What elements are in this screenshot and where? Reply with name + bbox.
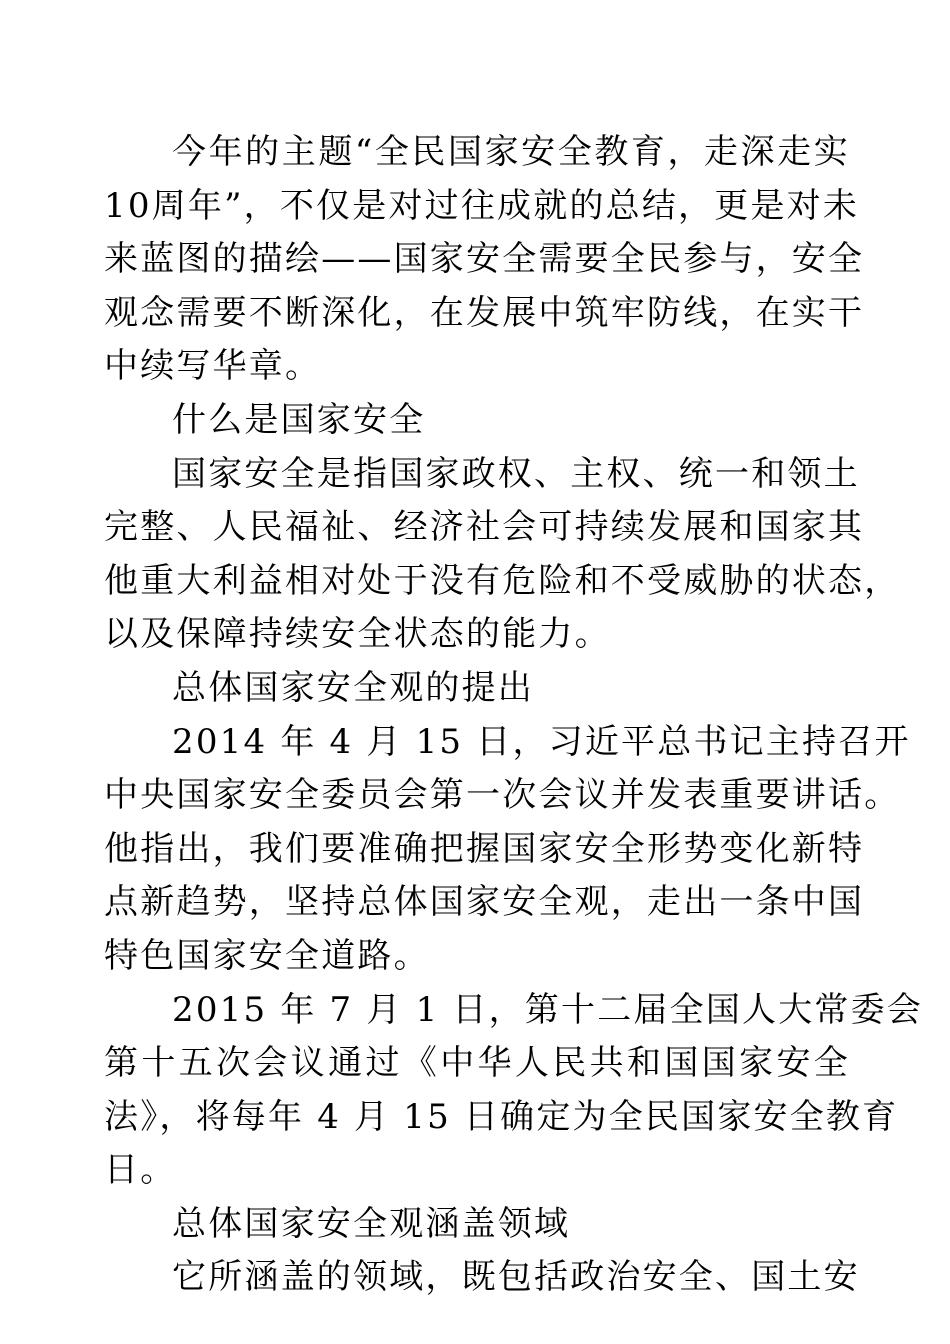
paragraph-line: 法》，将每年 4 月 15 日确定为全民国家安全教育 <box>104 1096 899 1137</box>
paragraph-line: 点新趋势，坚持总体国家安全观，走出一条中国 <box>104 882 865 923</box>
paragraph-line: 国家安全是指国家政权、主权、统一和领土 <box>172 453 860 494</box>
paragraph-line: 完整、人民福祉、经济社会可持续发展和国家其 <box>104 507 865 548</box>
paragraph-line: 2015 年 7 月 1 日，第十二届全国人大常委会 <box>172 989 924 1030</box>
paragraph-line: 今年的主题“全民国家安全教育，走深走实 <box>172 132 850 172</box>
section-heading: 总体国家安全观的提出 <box>172 667 534 708</box>
paragraph-line: 他重大利益相对处于没有危险和不受威胁的状态， <box>104 560 901 601</box>
section-heading: 什么是国家安全 <box>172 399 426 440</box>
document-body <box>104 126 924 1305</box>
paragraph-line: 日。 <box>104 1150 177 1191</box>
paragraph-line: 它所涵盖的领域，既包括政治安全、国土安 <box>172 1257 860 1298</box>
paragraph-line: 观念需要不断深化，在发展中筑牢防线，在实干 <box>104 292 865 333</box>
paragraph-line: 中央国家安全委员会第一次会议并发表重要讲话。 <box>104 775 901 816</box>
paragraph-line: 中续写华章。 <box>104 346 322 387</box>
paragraph-line: 10周年”，不仅是对过往成就的总结，更是对未 <box>104 185 860 226</box>
paragraph-line: 来蓝图的描绘——国家安全需要全民参与，安全 <box>104 239 865 280</box>
paragraph-line: 他指出，我们要准确把握国家安全形势变化新特 <box>104 828 865 869</box>
section-heading: 总体国家安全观涵盖领域 <box>172 1203 571 1244</box>
paragraph-line: 第十五次会议通过《中华人民共和国国家安全 <box>104 1043 850 1084</box>
paragraph-line: 以及保障持续安全状态的能力。 <box>104 614 611 655</box>
paragraph-line: 2014 年 4 月 15 日，习近平总书记主持召开 <box>172 721 911 762</box>
paragraph-line: 特色国家安全道路。 <box>104 935 430 976</box>
